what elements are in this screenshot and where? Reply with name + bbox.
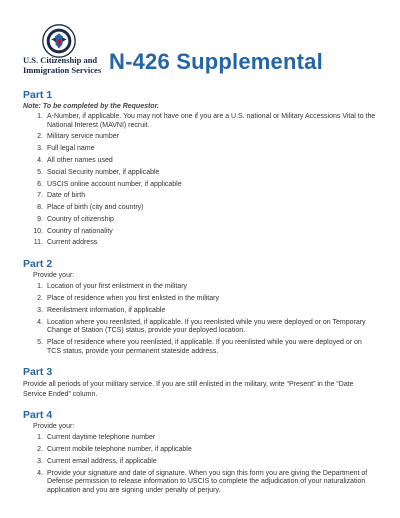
list-item-text: Place of birth (city and country)	[47, 204, 144, 212]
list-item-text: Reenlistment information, if applicable	[47, 306, 166, 314]
part-3-text: Provide all periods of your military service. If you are still enlisted in the military, write “Present” in the “Date Service Ended” column.	[23, 381, 354, 399]
list-item: 9. Country of citizenship	[23, 216, 377, 225]
part-3-title: Part 3	[23, 366, 53, 379]
part-2-list	[23, 283, 377, 356]
list-item-text: Social Security number, if applicable	[47, 168, 160, 176]
part-1-title: Part 1	[23, 89, 53, 101]
form-header	[23, 22, 383, 82]
list-item: 3. Reenlistment information, if applicable	[23, 307, 377, 316]
list-item-text: Country of nationality	[47, 227, 113, 235]
agency-line-2: Immigration Services	[23, 64, 102, 75]
list-item: 8. Place of birth (city and country)	[23, 204, 377, 213]
list-item: 1. A-Number, if applicable. You may not have one if you are a U.S. national or Military Accessions Vital to the National Interest (MAVNI) recruit.	[37, 113, 376, 129]
part-1-section	[23, 89, 377, 248]
list-item: 10. Country of nationality	[23, 228, 377, 237]
list-item: 4. Provide your signature and date of signature. When you sign this form you are giving the Department of Defense permission to release information to USCIS to complete the adjudication of your naturalization application and you are signing under penalty of perjury.	[23, 470, 377, 496]
list-item: 2. Military service number	[23, 133, 377, 142]
list-item-text: Full legal name	[47, 145, 95, 153]
agency-name	[23, 56, 123, 75]
list-item: 11. Current address	[23, 239, 377, 248]
part-3-section	[23, 366, 377, 400]
part-2-section	[23, 258, 377, 356]
page-title: N-426 Supplemental	[109, 49, 323, 74]
form-content	[23, 89, 377, 499]
list-item: 1. Current daytime telephone number	[23, 434, 377, 443]
list-item-text: Current address	[47, 239, 98, 247]
list-item-text: Current email address, if applicable	[47, 457, 157, 465]
list-item: 3. Current email address, if applicable	[23, 458, 377, 467]
list-item: 4. All other names used	[23, 157, 377, 166]
list-item-text: Country of citizenship	[47, 215, 114, 223]
list-item-text: USCIS online account number, if applicable	[47, 180, 182, 188]
list-item-text: Current daytime telephone number	[47, 434, 156, 442]
part-4-intro: Provide your:	[33, 423, 75, 431]
part-4-section	[23, 409, 377, 495]
list-item: 6. USCIS online account number, if applicable	[23, 181, 377, 190]
list-item: 5. Place of residence where you reenlisted, if applicable. If you reenlisted while you were deployed or on TCS status, provide your permanent stateside address.	[23, 339, 377, 356]
part-2-title: Part 2	[23, 258, 53, 271]
list-item: 3. Full legal name	[23, 145, 377, 154]
agency-line-1: U.S. Citizenship and	[23, 55, 98, 65]
list-item-text: Current mobile telephone number, if applicable	[47, 446, 192, 454]
list-item-text: Provide your signature and date of signature. When you sign this form you are giving the Department of Defense permission to release information to USCIS to complete the adjudication of your naturalization application and you are signing under penalty of perjury.	[47, 469, 368, 494]
part-2-intro: Provide your:	[33, 272, 75, 280]
list-item: 1. Location of your first enlistment in the military	[23, 283, 377, 292]
list-item-text: Location where you reenlisted, if applicable. If you reenlisted while you were deployed or on Temporary Change of Station (TCS) status, provide your deployed location.	[47, 318, 366, 335]
dhs-seal-icon	[42, 24, 76, 58]
list-item: 2. Place of residence when you first enlisted in the military	[23, 295, 377, 304]
list-item: 5. Social Security number, if applicable	[23, 169, 377, 178]
list-item-text: Military service number	[47, 133, 119, 141]
list-item: 7. Date of birth	[23, 192, 377, 201]
list-item-text: All other names used	[47, 156, 113, 164]
part-4-title: Part 4	[23, 409, 53, 422]
part-1-list	[23, 113, 377, 248]
list-item-text: Location of your first enlistment in the military	[47, 283, 188, 291]
list-item-text: Date of birth	[47, 192, 86, 200]
part-1-note: Note: To be completed by the Requestor.	[23, 103, 159, 110]
list-item: 2. Current mobile telephone number, if applicable	[23, 446, 377, 455]
list-item-text: A-Number, if applicable. You may not have one if you are a U.S. national or Military Accessions Vital to the National Interest (MAVNI) recruit.	[47, 113, 376, 129]
list-item-text: Place of residence where you reenlisted, if applicable. If you reenlisted while you were deployed or on TCS status, provide your permanent stateside address.	[47, 338, 362, 355]
list-item-text: Place of residence when you first enlisted in the military	[47, 294, 219, 302]
part-4-list	[23, 434, 377, 495]
list-item: 4. Location where you reenlisted, if applicable. If you reenlisted while you were deployed or on Temporary Change of Station (TCS) status, provide your deployed location.	[23, 319, 377, 336]
